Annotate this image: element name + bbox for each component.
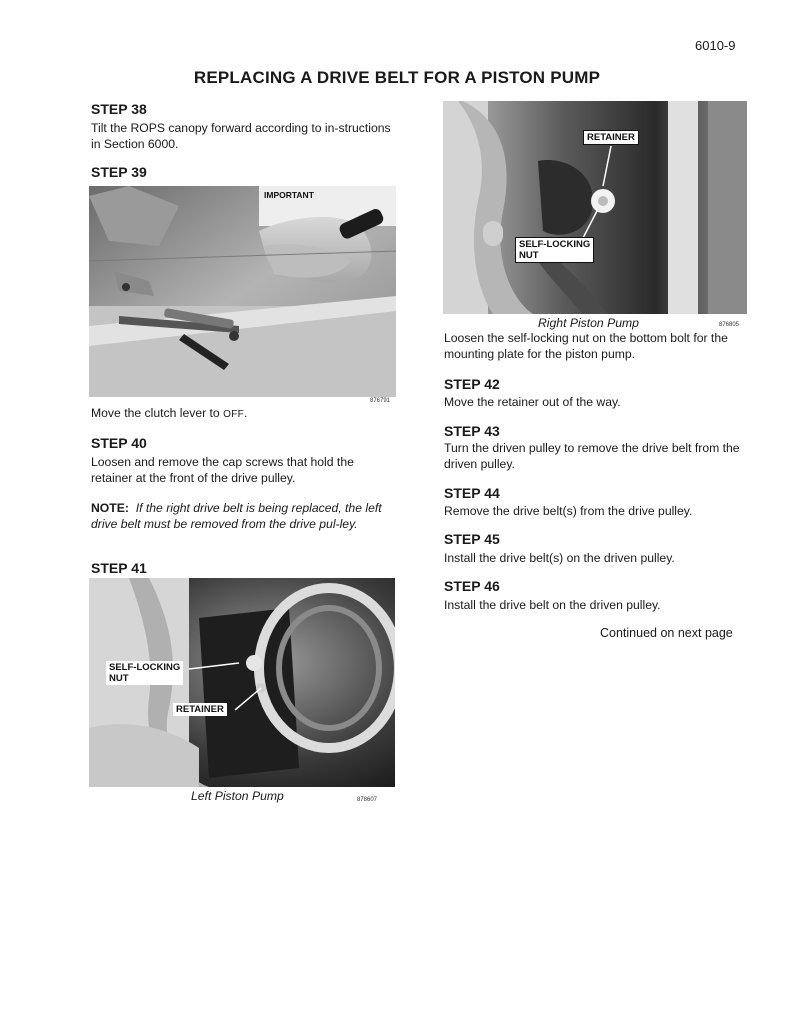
- step-43-heading: STEP 43: [444, 423, 500, 439]
- figure-number-876805: 876805: [719, 322, 740, 328]
- page-number: 6010-9: [695, 38, 736, 53]
- continued-note: Continued on next page: [600, 626, 733, 640]
- step-39-text-off: OFF: [223, 409, 244, 420]
- left-photo-caption: Left Piston Pump: [191, 789, 284, 803]
- step-45-text: Install the drive belt(s) on the driven pulley.: [444, 551, 675, 565]
- left-piston-pump-photo: [89, 578, 395, 787]
- left-callout-nut-line1: SELF-LOCKING: [109, 662, 181, 673]
- clutch-lever-illustration: [89, 186, 396, 397]
- step-39-text-pre: Move the clutch lever to: [91, 406, 224, 420]
- step-39-heading: STEP 39: [91, 164, 147, 180]
- right-callout-nut-line1: SELF-LOCKING: [519, 239, 591, 250]
- step-44-heading: STEP 44: [444, 485, 500, 501]
- step-40-heading: STEP 40: [91, 435, 147, 451]
- note-text: If the right drive belt is being replaced, the left drive belt must be removed from the drive pul-ley.: [91, 501, 382, 531]
- important-decal-text: IMPORTANT: [264, 190, 314, 200]
- step-46-heading: STEP 46: [444, 578, 500, 594]
- left-callout-self-locking-nut: [106, 661, 183, 685]
- note-label: NOTE:: [91, 501, 129, 515]
- right-callout-self-locking-nut: [515, 237, 594, 263]
- right-piston-pump-photo: [443, 101, 747, 314]
- figure-number-876791: 876791: [370, 398, 391, 404]
- clutch-lever-photo: [89, 186, 396, 397]
- step-40-note: [91, 501, 396, 532]
- left-callout-nut-line2: NUT: [109, 673, 129, 684]
- step-42-heading: STEP 42: [444, 376, 500, 392]
- step-39-text-post: .: [244, 406, 248, 420]
- right-callout-nut-line2: NUT: [519, 250, 539, 261]
- step-46-text: Install the drive belt on the driven pulley.: [444, 598, 661, 612]
- step-38-heading: STEP 38: [91, 101, 147, 117]
- step-42-text: Move the retainer out of the way.: [444, 395, 621, 409]
- step-43-text: Turn the driven pulley to remove the drive belt from the driven pulley.: [444, 441, 740, 471]
- figure-number-878607: 878607: [357, 797, 378, 803]
- page-title: REPLACING A DRIVE BELT FOR A PISTON PUMP: [193, 68, 601, 87]
- left-callout-retainer: RETAINER: [173, 703, 227, 716]
- right-callout-retainer: RETAINER: [583, 130, 639, 145]
- step-39-text: [91, 406, 396, 423]
- step-38-text: Tilt the ROPS canopy forward according to in-structions in Section 6000.: [91, 121, 391, 151]
- step-44-text: Remove the drive belt(s) from the drive pulley.: [444, 504, 693, 518]
- step-41-heading: STEP 41: [91, 560, 147, 576]
- step-45-heading: STEP 45: [444, 531, 500, 547]
- step-40-text: Loosen and remove the cap screws that hold the retainer at the front of the drive pulley.: [91, 455, 354, 485]
- right-photo-caption: Right Piston Pump: [538, 316, 639, 330]
- right-intro-text: Loosen the self-locking nut on the bottom bolt for the mounting plate for the piston pump.: [444, 331, 728, 361]
